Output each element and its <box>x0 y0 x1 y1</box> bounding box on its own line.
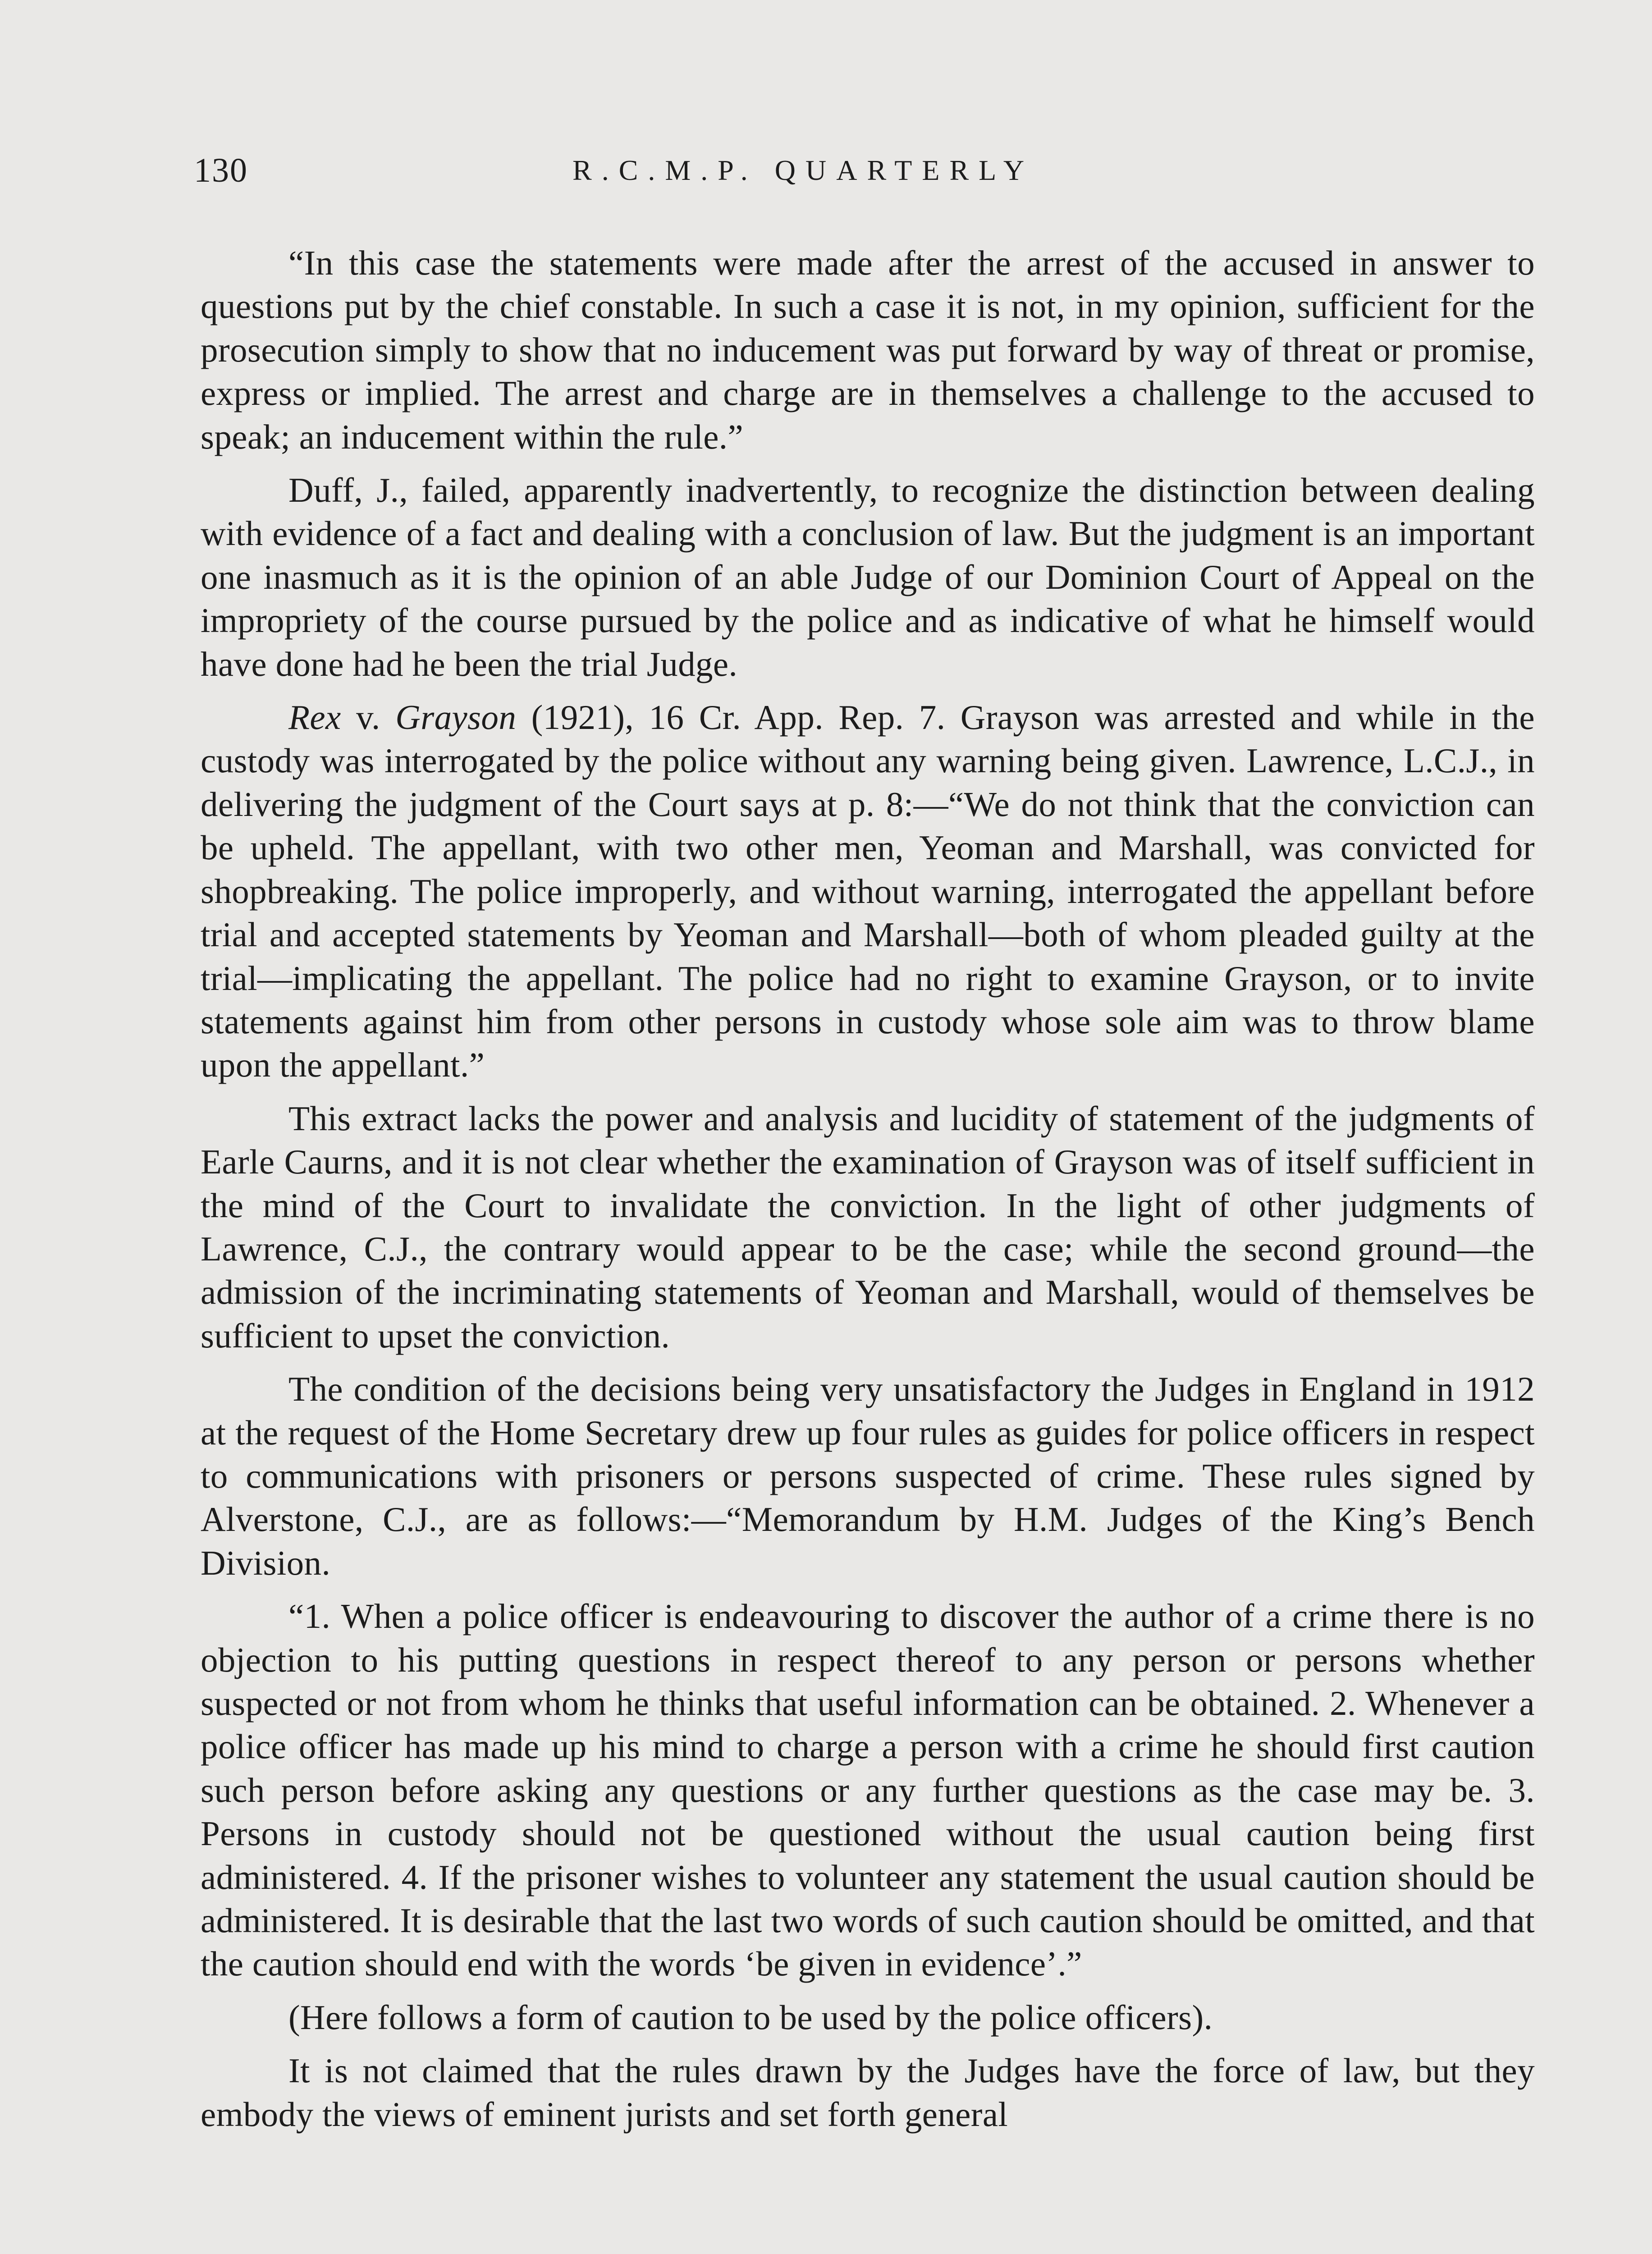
paragraph-extract-analysis <box>201 1097 1535 1357</box>
running-head-title: R.C.M.P. QUARTERLY <box>572 154 1034 186</box>
paragraph-text: “1. When a police officer is endeavouring to discover the author of a crime there is no objection to his putting questions in respect thereof to any person or persons whether suspected or not from whom he thinks that useful information can be obtained. 2. Whenever a police officer has made up his mind to charge a person with a crime he should first caution such person before asking any questions or any further questions as the case may be. 3. Persons in custody should not be questioned without the usual caution being first administered. 4. If the prisoner wishes to volunteer any statement the usual caution should be administered. It is desirable that the last two words of such caution should be omitted, and that the caution should end with the words ‘be given in evidence’.” <box>201 1597 1535 1984</box>
case-versus: v. <box>341 698 396 737</box>
paragraph-text: This extract lacks the power and analysis and lucidity of statement of the judgments of Earle Caurns, and it is not clear whether the examination of Grayson was of itself sufficient in the mind of the Court to invalidate the conviction. In the light of other judgments of Lawrence, C.J., the contrary would appear to be the case; while the second ground—the admission of the incriminating statements of Yeoman and Marshall, would of themselves be sufficient to upset the conviction. <box>201 1099 1535 1355</box>
paragraph-rex-v-grayson <box>201 696 1535 1087</box>
paragraph-caution-note <box>201 1996 1535 2039</box>
paragraph-judges-rules-list <box>201 1594 1535 1986</box>
paragraph-text: The condition of the decisions being very unsatisfactory the Judges in England in 1912 at the request of the Home Secretary drew up four rules as guides for police officers in respect to communications with prisoners or persons suspected of crime. These rules signed by Alverstone, C.J., are as follows:—“Memorandum by H.M. Judges of the King’s Bench Division. <box>201 1370 1535 1582</box>
paragraph-rules-force-of-law <box>201 2049 1535 2136</box>
paragraph-duff-commentary <box>201 468 1535 686</box>
paragraph-quote-continuation <box>201 241 1535 458</box>
case-name-rex: Rex <box>288 698 341 737</box>
paragraph-text: (Here follows a form of caution to be used by the police officers). <box>288 1997 1213 2037</box>
paragraph-text: (1921), 16 Cr. App. Rep. 7. Grayson was arrested and while in the custody was interrogated by the police without any warning being given. Lawrence, L.C.J., in delivering the judgment of the Court says at p. 8:—“We do not think that the conviction can be upheld. The appellant, with two other men, Yeoman and Marshall, was convicted for shopbreaking. The police improperly, and without warning, interrogated the appellant before trial and accepted statements by Yeoman and Marshall—both of whom pleaded guilty at the trial—implicating the appellant. The police had no right to examine Grayson, or to invite statements against him from other persons in custody whose sole aim was to throw blame upon the appellant.” <box>201 698 1535 1085</box>
paragraph-text: “In this case the statements were made after the arrest of the accused in answer to questions put by the chief constable. In such a case it is not, in my opinion, sufficient for the prosecution simply to show that no inducement was put forward by way of threat or promise, express or implied. The arrest and charge are in themselves a challenge to the accused to speak; an inducement within the rule.” <box>201 243 1535 456</box>
body-text <box>201 241 1535 2136</box>
paragraph-text: Duff, J., failed, apparently inadvertently, to recognize the distinction between dealing with evidence of a fact and dealing with a conclusion of law. But the judgment is an important one inasmuch as it is the opinion of an able Judge of our Dominion Court of Appeal on the impropriety of the course pursued by the police and as indicative of what he himself would have done had he been the trial Judge. <box>201 471 1535 683</box>
paragraph-judges-rules-intro <box>201 1367 1535 1585</box>
case-name-grayson: Grayson <box>395 698 517 737</box>
page-number: 130 <box>194 151 248 189</box>
paragraph-text: It is not claimed that the rules drawn by the Judges have the force of law, but they embody the views of eminent jurists and set forth general <box>201 2051 1535 2134</box>
